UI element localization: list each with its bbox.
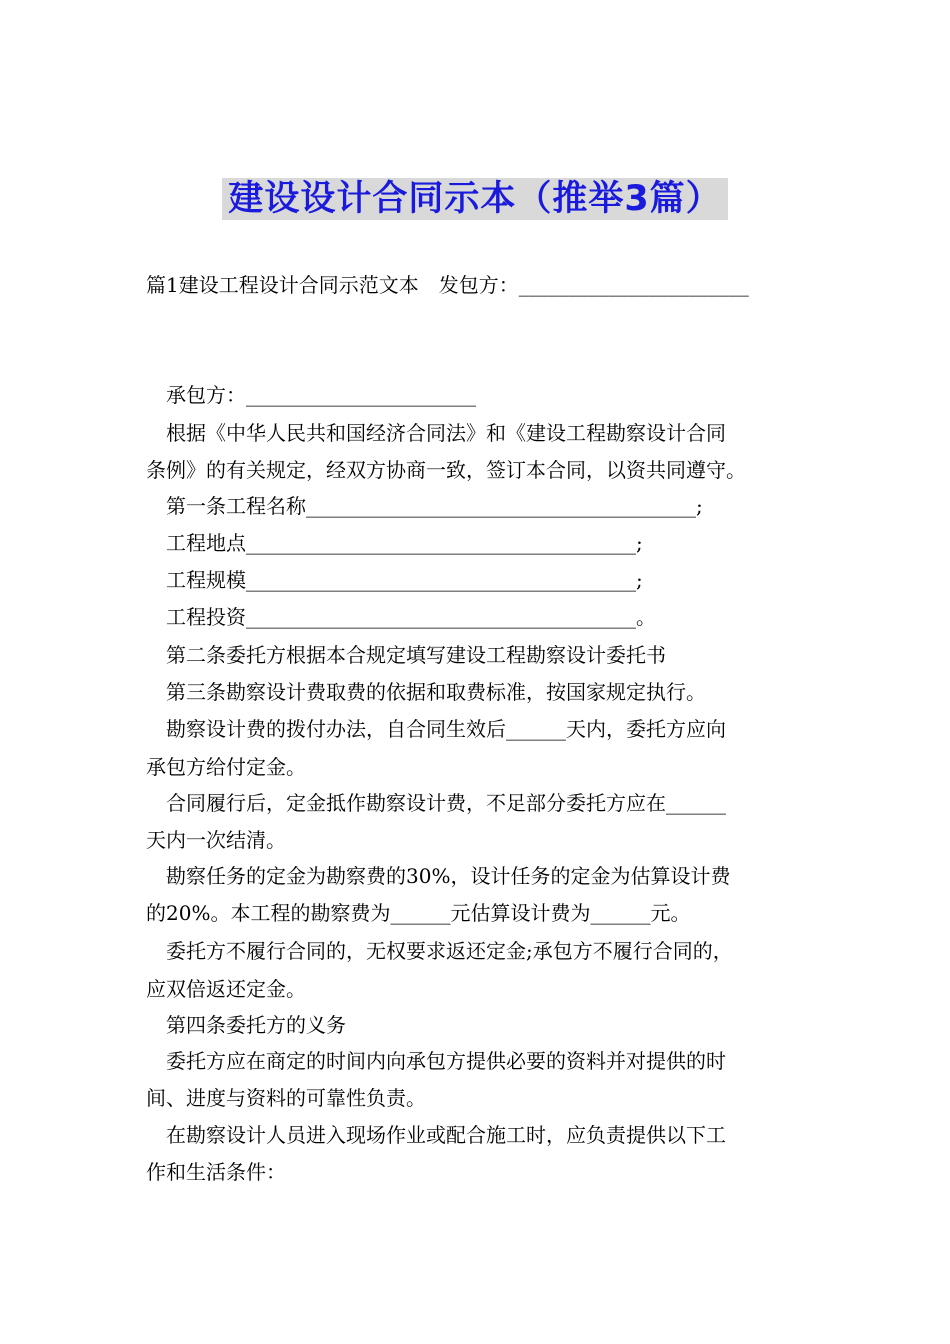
paragraph-line: 勘察任务的定金为勘察费的30%，设计任务的定金为估算设计费 [166, 864, 731, 888]
paragraph-line: 合同履行后，定金抵作勘察设计费，不足部分委托方应在______ [166, 791, 726, 815]
paragraph-line: 根据《中华人民共和国经济合同法》和《建设工程勘察设计合同 [166, 421, 726, 445]
paragraph-line: 承包方：_______________________ [166, 383, 476, 407]
paragraph-line: 篇1建设工程设计合同示范文本 发包方：_______________________ [146, 273, 749, 297]
paragraph-line: 条例》的有关规定，经双方协商一致，签订本合同，以资共同遵守。 [146, 458, 746, 482]
paragraph-line: 第二条委托方根据本合规定填写建设工程勘察设计委托书 [166, 643, 666, 667]
paragraph-line: 第四条委托方的义务 [166, 1013, 346, 1037]
paragraph-line: 勘察设计费的拨付办法，自合同生效后______天内，委托方应向 [166, 717, 726, 741]
paragraph-line: 作和生活条件： [146, 1160, 286, 1184]
paragraph-line: 第三条勘察设计费取费的依据和取费标准，按国家规定执行。 [166, 680, 706, 704]
paragraph-line: 承包方给付定金。 [146, 755, 306, 779]
paragraph-line: 的20%。本工程的勘察费为______元估算设计费为______元。 [146, 901, 691, 925]
paragraph-line: 第一条工程名称_______________________________________; [166, 494, 703, 518]
title-wrap [0, 178, 950, 220]
document-title: 建设设计合同示本（推举3篇） [222, 178, 727, 220]
paragraph-line: 在勘察设计人员进入现场作业或配合施工时，应负责提供以下工 [166, 1123, 726, 1147]
paragraph-line: 工程规模_______________________________________; [166, 568, 643, 592]
paragraph-line: 间、进度与资料的可靠性负责。 [146, 1086, 426, 1110]
paragraph-line: 工程地点_______________________________________; [166, 531, 643, 555]
paragraph-line: 工程投资_______________________________________。 [166, 605, 656, 629]
paragraph-line: 委托方应在商定的时间内向承包方提供必要的资料并对提供的时 [166, 1049, 726, 1073]
paragraph-line: 委托方不履行合同的，无权要求返还定金;承包方不履行合同的， [166, 939, 733, 963]
paragraph-line: 应双倍返还定金。 [146, 977, 306, 1001]
paragraph-line: 天内一次结清。 [146, 828, 286, 852]
